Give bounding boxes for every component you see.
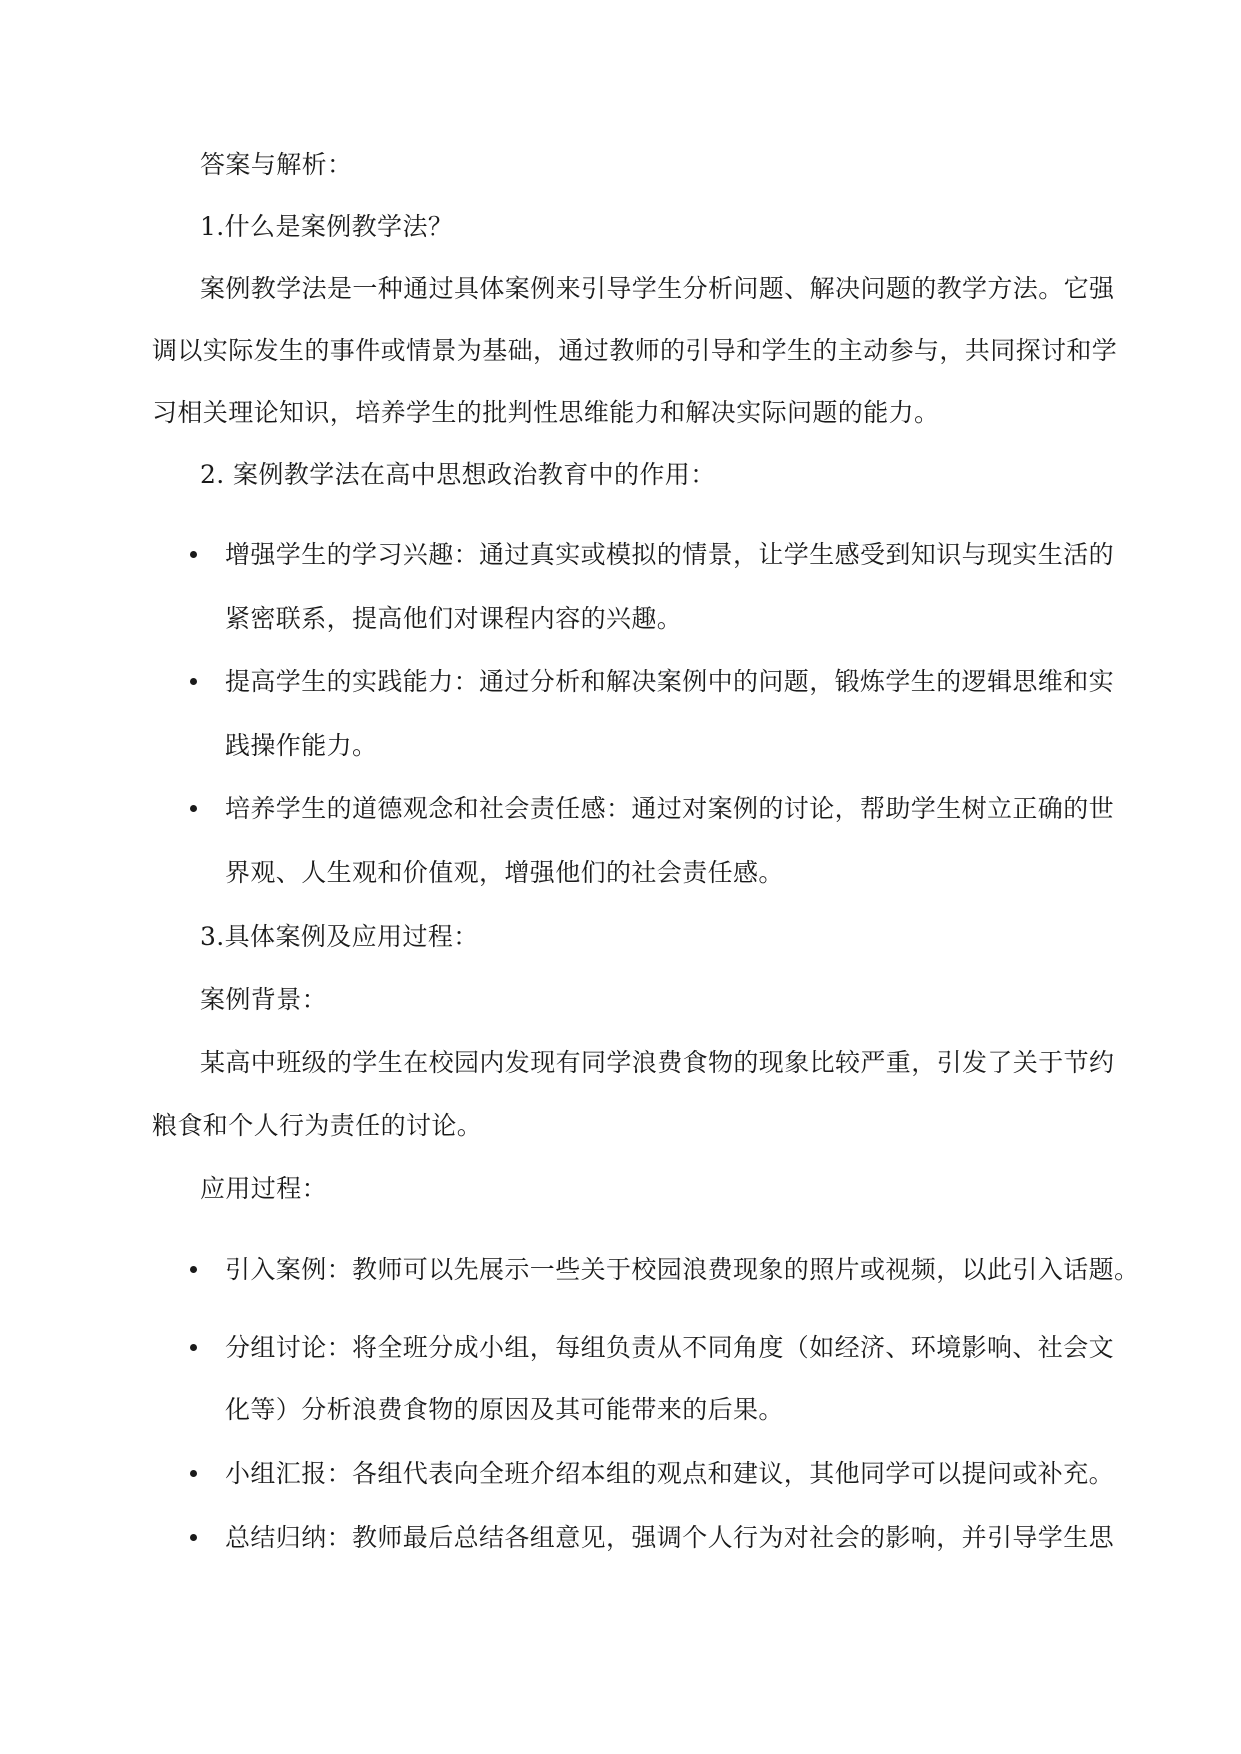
bullet-dot [190, 678, 197, 685]
case-background-label: 案例背景： [200, 985, 328, 1014]
q1-paragraph-line: 习相关理论知识，培养学生的批判性思维能力和解决实际问题的能力。 [152, 398, 940, 427]
process-label: 应用过程： [200, 1174, 328, 1203]
bullet-dot [190, 551, 197, 558]
bullet-dot [190, 1534, 197, 1541]
process-bullet-text: 引入案例：教师可以先展示一些关于校园浪费现象的照片或视频，以此引入话题。 [225, 1255, 1140, 1284]
q2-bullet-text: 培养学生的道德观念和社会责任感：通过对案例的讨论，帮助学生树立正确的世 [225, 794, 1115, 823]
q1-paragraph-line: 案例教学法是一种通过具体案例来引导学生分析问题、解决问题的教学方法。它强 [200, 274, 1115, 303]
bullet-dot [190, 1470, 197, 1477]
answer-heading: 答案与解析： [200, 150, 353, 179]
process-bullet-continuation: 化等）分析浪费食物的原因及其可能带来的后果。 [225, 1395, 784, 1424]
case-background-line: 某高中班级的学生在校园内发现有同学浪费食物的现象比较严重，引发了关于节约 [200, 1048, 1115, 1077]
process-bullet-text: 分组讨论：将全班分成小组，每组负责从不同角度（如经济、环境影响、社会文 [225, 1333, 1115, 1362]
q2-title: 2. 案例教学法在高中思想政治教育中的作用： [200, 460, 716, 489]
bullet-dot [190, 1266, 197, 1273]
q2-bullet-text: 提高学生的实践能力：通过分析和解决案例中的问题，锻炼学生的逻辑思维和实 [225, 667, 1115, 696]
q2-bullet-continuation: 践操作能力。 [225, 731, 378, 760]
case-background-line: 粮食和个人行为责任的讨论。 [152, 1111, 483, 1140]
q1-title: 1.什么是案例教学法？ [200, 212, 454, 241]
process-bullet-text: 总结归纳：教师最后总结各组意见，强调个人行为对社会的影响，并引导学生思 [225, 1523, 1115, 1552]
q2-bullet-continuation: 界观、人生观和价值观，增强他们的社会责任感。 [225, 858, 784, 887]
bullet-dot [190, 805, 197, 812]
q2-bullet-text: 增强学生的学习兴趣：通过真实或模拟的情景，让学生感受到知识与现实生活的 [225, 540, 1115, 569]
q1-paragraph-line: 调以实际发生的事件或情景为基础，通过教师的引导和学生的主动参与，共同探讨和学 [152, 336, 1118, 365]
q2-bullet-continuation: 紧密联系，提高他们对课程内容的兴趣。 [225, 604, 683, 633]
q3-title: 3.具体案例及应用过程： [200, 922, 479, 951]
process-bullet-text: 小组汇报：各组代表向全班介绍本组的观点和建议，其他同学可以提问或补充。 [225, 1459, 1115, 1488]
bullet-dot [190, 1344, 197, 1351]
